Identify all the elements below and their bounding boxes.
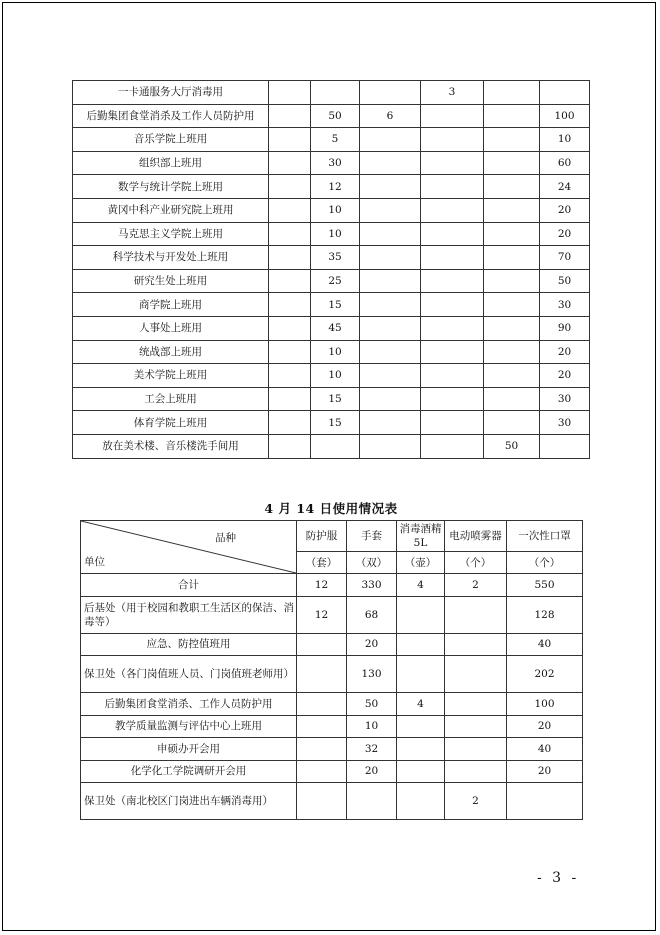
unit-name-cell: 音乐学院上班用 (73, 128, 269, 152)
quantity-cell: 550 (507, 574, 583, 597)
quantity-cell (347, 783, 397, 820)
quantity-cell: 50 (347, 693, 397, 716)
quantity-cell: 100 (540, 104, 590, 128)
quantity-cell (269, 434, 311, 458)
quantity-cell: 15 (311, 411, 360, 435)
quantity-cell: 30 (311, 151, 360, 175)
quantity-cell: 20 (347, 760, 397, 783)
quantity-cell (421, 151, 484, 175)
quantity-cell (397, 633, 445, 656)
quantity-cell (269, 411, 311, 435)
quantity-cell: 4 (397, 693, 445, 716)
quantity-cell: 50 (484, 434, 540, 458)
unit-name-cell: 教学质量监测与评估中心上班用 (81, 715, 297, 738)
table-title: 4 月 14 日使用情况表 (264, 501, 398, 516)
quantity-cell (421, 269, 484, 293)
quantity-cell: 12 (311, 175, 360, 199)
quantity-cell (421, 434, 484, 458)
table-row (73, 222, 590, 246)
quantity-cell (421, 198, 484, 222)
quantity-cell: 20 (540, 198, 590, 222)
quantity-cell (397, 596, 445, 633)
quantity-cell (421, 387, 484, 411)
quantity-cell (507, 783, 583, 820)
table-row (73, 104, 590, 128)
quantity-cell (269, 151, 311, 175)
quantity-cell: 10 (311, 222, 360, 246)
unit-name-cell: 后勤集团食堂消杀及工作人员防护用 (73, 104, 269, 128)
quantity-cell: 25 (311, 269, 360, 293)
corner-unit-label: 单位 (84, 556, 105, 568)
quantity-cell: 330 (347, 574, 397, 597)
quantity-cell (484, 364, 540, 388)
quantity-cell: 4 (397, 574, 445, 597)
quantity-cell (484, 387, 540, 411)
quantity-cell (421, 104, 484, 128)
table-row (81, 760, 583, 783)
quantity-cell (269, 222, 311, 246)
quantity-cell (397, 760, 445, 783)
table-row (73, 128, 590, 152)
quantity-cell: 10 (311, 198, 360, 222)
quantity-cell (421, 316, 484, 340)
unit-name-cell: 商学院上班用 (73, 293, 269, 317)
quantity-cell (360, 340, 421, 364)
quantity-cell (484, 316, 540, 340)
quantity-cell: 24 (540, 175, 590, 199)
quantity-cell (269, 128, 311, 152)
table-row (81, 783, 583, 820)
quantity-cell: 20 (540, 222, 590, 246)
quantity-cell (445, 760, 507, 783)
table-row (73, 340, 590, 364)
quantity-cell: 15 (311, 387, 360, 411)
table-row (73, 364, 590, 388)
table-row (81, 715, 583, 738)
quantity-cell: 50 (540, 269, 590, 293)
quantity-cell: 3 (421, 81, 484, 105)
table-row (73, 175, 590, 199)
quantity-cell (421, 175, 484, 199)
quantity-cell: 20 (540, 340, 590, 364)
quantity-cell (269, 293, 311, 317)
unit-name-cell: 一卡通服务大厅消毒用 (73, 81, 269, 105)
quantity-cell (360, 222, 421, 246)
unit-name-cell: 化学化工学院调研开会用 (81, 760, 297, 783)
unit-name-cell: 后勤集团食堂消杀、工作人员防护用 (81, 693, 297, 716)
page-number: - 3 - (537, 870, 580, 886)
column-unit: （个） (507, 552, 583, 574)
table-row (81, 738, 583, 761)
quantity-cell (297, 656, 347, 693)
table-row (81, 656, 583, 693)
quantity-cell (360, 364, 421, 388)
unit-name-cell: 科学技术与开发处上班用 (73, 246, 269, 270)
quantity-cell (445, 656, 507, 693)
quantity-cell (397, 715, 445, 738)
quantity-cell (360, 293, 421, 317)
quantity-cell: 40 (507, 738, 583, 761)
quantity-cell: 68 (347, 596, 397, 633)
quantity-cell (484, 340, 540, 364)
quantity-cell (484, 222, 540, 246)
quantity-cell (484, 246, 540, 270)
quantity-cell (297, 760, 347, 783)
quantity-cell (397, 738, 445, 761)
quantity-cell: 12 (297, 596, 347, 633)
quantity-cell: 30 (540, 411, 590, 435)
table-row (73, 293, 590, 317)
table-row (73, 411, 590, 435)
quantity-cell (269, 340, 311, 364)
quantity-cell: 30 (540, 387, 590, 411)
unit-name-cell: 组织部上班用 (73, 151, 269, 175)
column-header: 手套 (347, 521, 397, 552)
quantity-cell (360, 175, 421, 199)
column-header: 电动喷雾器 (445, 521, 507, 552)
table-row (73, 246, 590, 270)
quantity-cell (269, 104, 311, 128)
unit-name-cell: 美术学院上班用 (73, 364, 269, 388)
table-row (81, 693, 583, 716)
quantity-cell (269, 387, 311, 411)
unit-name-cell: 体育学院上班用 (73, 411, 269, 435)
unit-name-cell: 合计 (81, 574, 297, 597)
quantity-cell: 130 (347, 656, 397, 693)
quantity-cell: 20 (347, 633, 397, 656)
unit-name-cell: 人事处上班用 (73, 316, 269, 340)
table-row (81, 633, 583, 656)
quantity-cell (269, 198, 311, 222)
quantity-cell: 10 (347, 715, 397, 738)
quantity-cell: 10 (311, 340, 360, 364)
quantity-cell (360, 411, 421, 435)
quantity-cell: 10 (311, 364, 360, 388)
quantity-cell: 2 (445, 574, 507, 597)
quantity-cell (445, 693, 507, 716)
quantity-cell (445, 596, 507, 633)
unit-name-cell: 研究生处上班用 (73, 269, 269, 293)
quantity-cell (297, 783, 347, 820)
column-unit: （个） (445, 552, 507, 574)
quantity-cell: 50 (311, 104, 360, 128)
table-row (81, 574, 583, 597)
column-header: 一次性口罩 (507, 521, 583, 552)
unit-name-cell: 放在美术楼、音乐楼洗手间用 (73, 434, 269, 458)
quantity-cell: 202 (507, 656, 583, 693)
quantity-cell (421, 293, 484, 317)
table-row (73, 198, 590, 222)
quantity-cell: 35 (311, 246, 360, 270)
quantity-cell (445, 738, 507, 761)
column-unit: （双） (347, 552, 397, 574)
quantity-cell (484, 411, 540, 435)
quantity-cell: 5 (311, 128, 360, 152)
unit-name-cell: 黄冈中科产业研究院上班用 (73, 198, 269, 222)
quantity-cell (397, 656, 445, 693)
quantity-cell (397, 783, 445, 820)
quantity-cell (484, 293, 540, 317)
quantity-cell (311, 434, 360, 458)
quantity-cell (297, 633, 347, 656)
unit-name-cell: 后基处（用于校园和教职工生活区的保洁、消毒等） (81, 596, 297, 633)
quantity-cell: 20 (507, 715, 583, 738)
quantity-cell (269, 364, 311, 388)
quantity-cell (269, 316, 311, 340)
quantity-cell (421, 246, 484, 270)
unit-name-cell: 统战部上班用 (73, 340, 269, 364)
table-row (81, 596, 583, 633)
table-row (73, 316, 590, 340)
quantity-cell: 40 (507, 633, 583, 656)
column-unit: （套） (297, 552, 347, 574)
table-row (73, 434, 590, 458)
quantity-cell: 32 (347, 738, 397, 761)
unit-name-cell: 应急、防控值班用 (81, 633, 297, 656)
quantity-cell (445, 633, 507, 656)
quantity-cell (269, 81, 311, 105)
quantity-cell (484, 81, 540, 105)
quantity-cell (360, 316, 421, 340)
quantity-cell: 30 (540, 293, 590, 317)
table-row (73, 151, 590, 175)
usage-table-apr14 (80, 520, 583, 820)
quantity-cell (360, 198, 421, 222)
quantity-cell: 10 (540, 128, 590, 152)
corner-header (81, 521, 297, 574)
quantity-cell (484, 269, 540, 293)
quantity-cell: 6 (360, 104, 421, 128)
table-row (73, 81, 590, 105)
quantity-cell (360, 81, 421, 105)
quantity-cell (297, 715, 347, 738)
quantity-cell (484, 198, 540, 222)
unit-name-cell: 工会上班用 (73, 387, 269, 411)
quantity-cell (540, 81, 590, 105)
unit-name-cell: 保卫处（各门岗值班人员、门岗值班老师用） (81, 656, 297, 693)
quantity-cell (484, 151, 540, 175)
quantity-cell: 2 (445, 783, 507, 820)
quantity-cell (484, 128, 540, 152)
quantity-cell (360, 269, 421, 293)
quantity-cell (540, 434, 590, 458)
quantity-cell: 100 (507, 693, 583, 716)
unit-name-cell: 马克思主义学院上班用 (73, 222, 269, 246)
quantity-cell: 60 (540, 151, 590, 175)
quantity-cell: 70 (540, 246, 590, 270)
quantity-cell (421, 128, 484, 152)
quantity-cell (360, 434, 421, 458)
table-row (73, 269, 590, 293)
distribution-table-continued (72, 80, 590, 459)
quantity-cell (311, 81, 360, 105)
quantity-cell (297, 738, 347, 761)
unit-name-cell: 数学与统计学院上班用 (73, 175, 269, 199)
quantity-cell: 12 (297, 574, 347, 597)
quantity-cell: 90 (540, 316, 590, 340)
quantity-cell: 20 (540, 364, 590, 388)
quantity-cell (421, 364, 484, 388)
quantity-cell (297, 693, 347, 716)
column-unit: （壶） (397, 552, 445, 574)
unit-name-cell: 申硕办开会用 (81, 738, 297, 761)
table-row (73, 387, 590, 411)
quantity-cell (421, 222, 484, 246)
quantity-cell: 20 (507, 760, 583, 783)
quantity-cell (421, 340, 484, 364)
unit-name-cell: 保卫处（南北校区门岗进出车辆消毒用） (81, 783, 297, 820)
quantity-cell (360, 128, 421, 152)
quantity-cell (445, 715, 507, 738)
column-header: 防护服 (297, 521, 347, 552)
quantity-cell (269, 246, 311, 270)
quantity-cell (484, 175, 540, 199)
quantity-cell (421, 411, 484, 435)
column-header: 消毒酒精 5L (397, 521, 445, 552)
quantity-cell (269, 175, 311, 199)
quantity-cell (484, 104, 540, 128)
quantity-cell (360, 387, 421, 411)
corner-variety-label: 品种 (215, 532, 236, 544)
quantity-cell: 45 (311, 316, 360, 340)
quantity-cell: 128 (507, 596, 583, 633)
quantity-cell (269, 269, 311, 293)
quantity-cell: 15 (311, 293, 360, 317)
quantity-cell (360, 246, 421, 270)
quantity-cell (360, 151, 421, 175)
